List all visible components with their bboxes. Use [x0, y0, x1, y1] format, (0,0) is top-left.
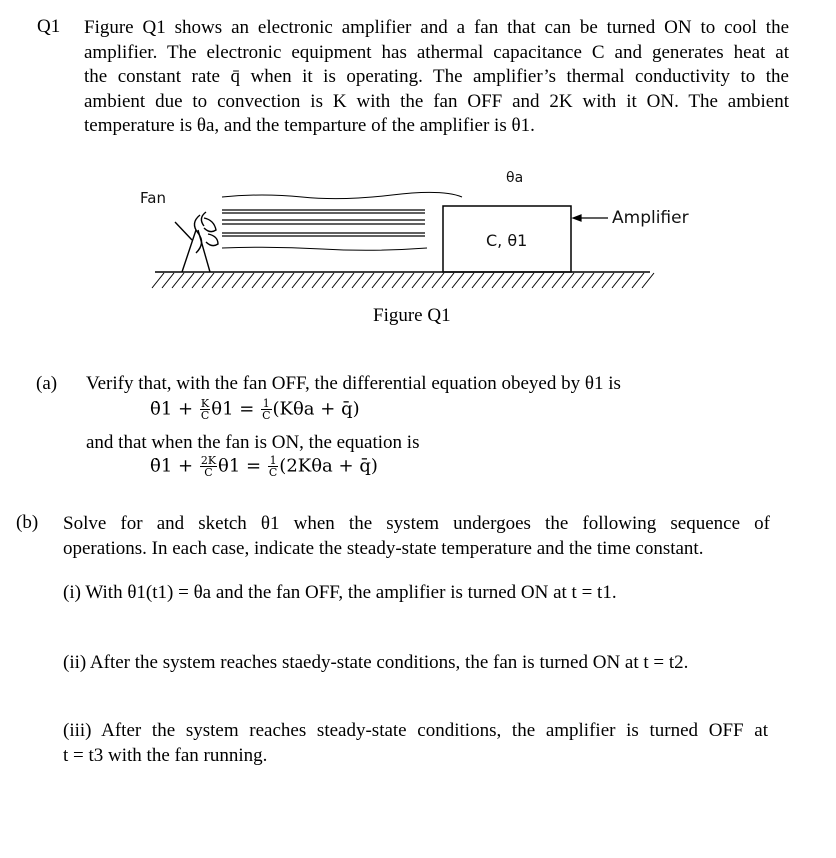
part-a-eq2 — [150, 455, 378, 478]
airflow-lines — [222, 192, 462, 250]
part-b-text — [63, 512, 770, 561]
part-b-item-ii: (ii) After the system reaches staedy-state conditions, the fan is turned ON at t = t2. — [63, 652, 689, 673]
ground-hatch — [152, 273, 654, 288]
fan-icon — [175, 212, 218, 272]
intro-line: Figure Q1 shows an electronic amplifier and a fan that can be turned ON to cool the — [84, 17, 789, 38]
part-b-item-iii-line: t = t3 with the fan running. — [63, 744, 268, 766]
part-a-label: (a) — [36, 373, 58, 394]
eq-fraction: $\frac{1}{C}$ — [268, 454, 278, 479]
question-number: Q1 — [37, 16, 61, 37]
eq-lhs: θ̇1 + — [150, 455, 199, 477]
eq-rhs: (2Kθa + q̄) — [279, 455, 378, 477]
part-b-line: Solve for and sketch θ1 when the system undergoes the following sequence of — [63, 513, 770, 534]
intro-line: amplifier. The electronic equipment has athermal capacitance C and generates heat at — [84, 41, 789, 63]
eq-mid: θ1 = — [218, 455, 267, 477]
eq-rhs: (Kθa + q̄) — [272, 398, 360, 420]
eq-fraction: $\frac{2K}{C}$ — [200, 454, 217, 479]
part-b-line: operations. In each case, indicate the steady-state temperature and the time constant. — [63, 537, 704, 559]
eq-fraction: $\frac{K}{C}$ — [200, 397, 210, 422]
fan-label: Fan — [140, 189, 166, 207]
part-a-eq1 — [150, 398, 360, 421]
ambient-label: θa — [506, 170, 524, 186]
figure-drawing — [130, 160, 690, 310]
intro-line: the constant rate q̄ when it is operating. The amplifier’s thermal conductivity to the — [84, 66, 789, 87]
amplifier-label: Amplifier — [612, 208, 689, 228]
question-intro — [84, 16, 789, 139]
amplifier-arrow — [573, 215, 608, 221]
part-b-item-iii — [63, 719, 768, 768]
part-b-item-iii-line: (iii) After the system reaches steady-state conditions, the amplifier is turned OFF at — [63, 720, 768, 741]
part-b-item-i: (i) With θ1(t1) = θa and the fan OFF, the amplifier is turned ON at t = t1. — [63, 582, 617, 603]
part-a-line2: and that when the fan is ON, the equation is — [86, 432, 420, 453]
eq-lhs: θ̇1 + — [150, 398, 199, 420]
box-label: C, θ1 — [486, 231, 528, 250]
eq-fraction: $\frac{1}{C}$ — [262, 397, 271, 422]
part-a-line1: Verify that, with the fan OFF, the differential equation obeyed by θ1 is — [86, 373, 621, 394]
intro-line: temperature is θa, and the tempartu​re of the amplifier is θ1. — [84, 115, 535, 136]
eq-mid: θ1 = — [211, 398, 261, 420]
figure-q1 — [130, 160, 690, 310]
figure-caption: Figure Q1 — [373, 305, 451, 326]
intro-line: ambient due to convection is K with the fan OFF and 2K with it ON. The ambient — [84, 90, 789, 112]
part-b-label: (b) — [16, 512, 39, 533]
